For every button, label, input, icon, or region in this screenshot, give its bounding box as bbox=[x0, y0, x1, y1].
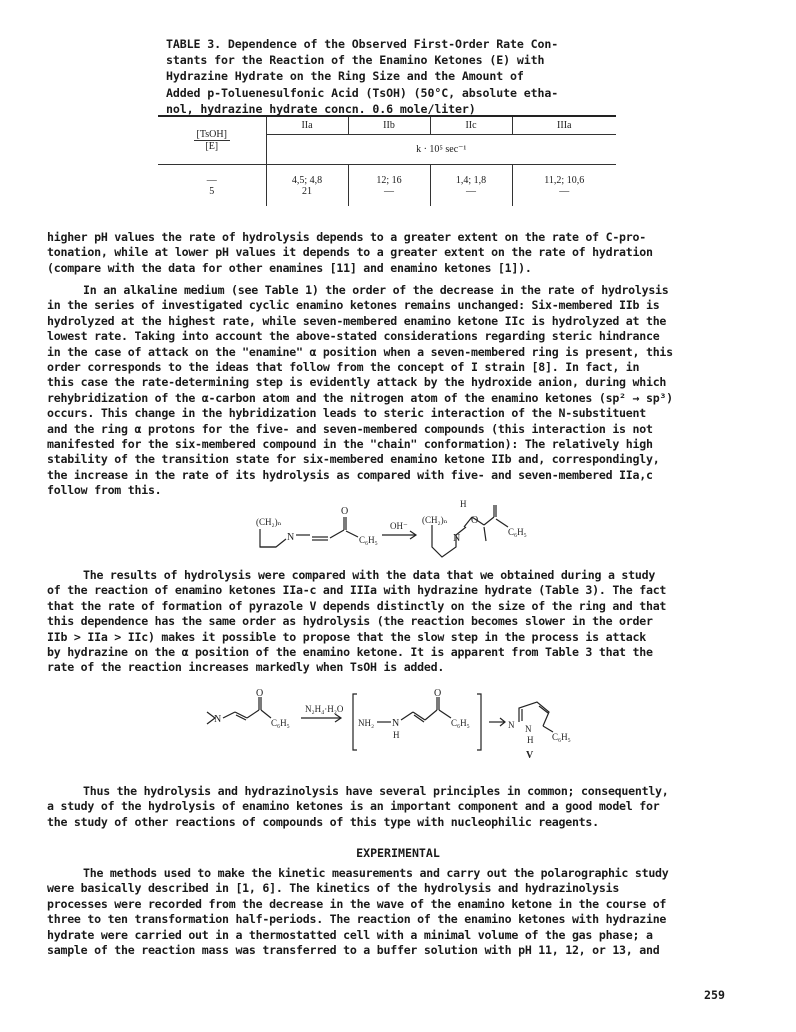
start-nitrogen: N bbox=[214, 714, 222, 725]
intermediate-oxygen: O bbox=[434, 688, 442, 699]
column-header: IIc bbox=[430, 117, 512, 134]
table-cell: 5 bbox=[158, 186, 266, 206]
pyrazole-hydrogen: H bbox=[527, 735, 534, 745]
start-phenyl: C₆H₅ bbox=[271, 718, 290, 728]
right-phenyl: C₆H₅ bbox=[508, 527, 527, 537]
text-line: of the reaction of enamino ketones IIa-c and IIIa with hydrazine hydrate (Table 3). The fact bbox=[47, 583, 667, 598]
table-cell: 4,5; 4,8 bbox=[266, 164, 348, 186]
text-line: rehybridization of the α-carbon atom and the nitrogen atom of the enamino ketones (sp² → sp³) bbox=[47, 390, 673, 405]
text-line: this dependence has the same order as hydrolysis (the reaction becomes slower in the order bbox=[47, 614, 653, 629]
paragraph bbox=[47, 283, 753, 499]
compound-label-v: V bbox=[526, 750, 534, 761]
pyrazole-nitrogen-1: N bbox=[508, 720, 515, 730]
table-cell: — bbox=[559, 185, 570, 197]
paragraph bbox=[47, 784, 753, 830]
intermediate-hydrogen: H bbox=[393, 730, 400, 740]
rate-constant-table bbox=[158, 115, 616, 206]
ratio-denominator: [E] bbox=[205, 140, 219, 152]
table-cell: — bbox=[348, 186, 430, 206]
hydrazine-reagent: N₂H₄·H₂O bbox=[305, 704, 344, 714]
text-line: IIb > IIa > IIc) makes it possible to propose that the slow step in the process is attack bbox=[47, 629, 646, 644]
text-line: the study of other reactions of compounds of this type with nucleophilic reagents. bbox=[47, 814, 599, 829]
right-ring-label: (CH₂)ₙ bbox=[422, 515, 448, 525]
table-cell: 12; 16 bbox=[348, 164, 430, 186]
text-line: follow from this. bbox=[47, 483, 162, 498]
pyrazole-nitrogen-2: N bbox=[525, 724, 532, 734]
paragraph bbox=[47, 230, 753, 276]
table-cell: 11,2; 10,6 bbox=[544, 174, 585, 186]
text-line: this case the rate-determining step is evidently attack by the hydroxide anion, during which bbox=[47, 375, 667, 390]
right-nitrogen: N bbox=[453, 533, 461, 544]
left-oxygen: O bbox=[341, 506, 349, 517]
text-line: and the ring α protons for the five- and seven-membered compounds (this interaction is not bbox=[47, 421, 653, 436]
hydrolysis-scheme bbox=[250, 495, 550, 565]
text-line: The methods used to make the kinetic measurements and carry out the polarographic study bbox=[83, 866, 669, 880]
text-line: The results of hydrolysis were compared with the data that we obtained during a study bbox=[83, 568, 656, 582]
left-phenyl: C₆H₅ bbox=[359, 535, 378, 545]
text-line: higher pH values the rate of hydrolysis depends to a greater extent on the rate of C-pro- bbox=[47, 230, 646, 244]
hydrazinolysis-scheme bbox=[205, 688, 595, 770]
text-line: tonation, while at lower pH values it depends to a greater extent on the rate of hydration bbox=[47, 245, 653, 260]
caption-line: Hydrazine Hydrate on the Ring Size and the Amount of bbox=[166, 69, 524, 84]
table-cell: — bbox=[158, 164, 266, 186]
pyrazole-phenyl: C₆H₅ bbox=[552, 732, 571, 742]
text-line: by hydrazine on the α position of the enamino ketone. It is apparent from Table 3 that the bbox=[47, 645, 653, 660]
text-line: Thus the hydrolysis and hydrazinolysis have several principles in common; consequently, bbox=[83, 784, 669, 798]
caption-line: stants for the Reaction of the Enamino Ketones (E) with bbox=[166, 53, 545, 68]
text-line: were basically described in [1, 6]. The kinetics of the hydrolysis and hydrazinolysis bbox=[47, 881, 620, 896]
text-line: lowest rate. Taking into account the above-stated considerations regarding steric hindrance bbox=[47, 329, 660, 344]
text-line: the increase in the rate of its hydrolysis as compared with five- and seven-membered IIa,c bbox=[47, 467, 653, 482]
right-hydrogen: H bbox=[460, 499, 467, 509]
caption-line: nol, hydrazine hydrate concn. 0.6 mole/liter) bbox=[166, 101, 476, 116]
right-oxygen: O bbox=[471, 515, 479, 526]
intermediate-phenyl: C₆H₅ bbox=[451, 718, 470, 728]
text-line: hydrate were carried out in a thermostatted cell with a minimal volume of the gas phase; a bbox=[47, 927, 653, 942]
caption-line: TABLE 3. Dependence of the Observed First-Order Rate Con- bbox=[166, 37, 559, 51]
page-number: 259 bbox=[704, 988, 725, 1002]
column-header: IIa bbox=[266, 117, 348, 134]
text-line: sample of the reaction mass was transferred to a buffer solution with pH 11, 12, or 13, and bbox=[47, 943, 660, 958]
ratio-numerator: [TsOH] bbox=[194, 129, 230, 141]
left-nitrogen: N bbox=[287, 532, 295, 543]
paragraph bbox=[47, 866, 753, 958]
units-header: k · 10⁵ sec⁻¹ bbox=[266, 134, 616, 164]
text-line: stability of the transition state for six-membered enamino ketone IIb and, correspondingly, bbox=[47, 452, 660, 467]
text-line: a study of the hydrolysis of enamino ketones is an important component and a good model for bbox=[47, 799, 660, 814]
text-line: (compare with the data for other enamines [11] and enamino ketones [1]). bbox=[47, 260, 532, 275]
hydroxide-reagent: OH⁻ bbox=[390, 521, 408, 531]
start-oxygen: O bbox=[256, 688, 264, 699]
column-header: IIIa bbox=[512, 117, 616, 134]
column-header: IIb bbox=[348, 117, 430, 134]
left-ring-label: (CH₂)ₙ bbox=[256, 517, 282, 527]
table-caption bbox=[166, 36, 606, 117]
intermediate-amine: NH₂ bbox=[358, 718, 375, 728]
text-line: manifested for the six-membered compound in the "chain" conformation): The relatively high bbox=[47, 437, 653, 452]
table-cell: 1,4; 1,8 bbox=[430, 164, 512, 186]
table-cell: — bbox=[430, 186, 512, 206]
paragraph bbox=[47, 568, 753, 676]
caption-line: Added p-Toluenesulfonic Acid (TsOH) (50°C, absolute etha- bbox=[166, 85, 559, 100]
text-line: processes were recorded from the decrease in the wave of the enamino ketone in the course of bbox=[47, 896, 667, 911]
text-line: three to ten transformation half-periods. The reaction of the enamino ketones with hydrazine bbox=[47, 912, 667, 927]
text-line: in the series of investigated cyclic enamino ketones remains unchanged: Six-membered IIb is bbox=[47, 298, 660, 313]
text-line: hydrolyzed at the highest rate, while seven-membered enamino ketone IIc is hydrolyzed at the bbox=[47, 313, 667, 328]
intermediate-nitrogen: N bbox=[392, 718, 400, 729]
ratio-header-cell bbox=[158, 117, 266, 164]
text-line: that the rate of formation of pyrazole V depends distinctly on the size of the ring and that bbox=[47, 598, 667, 613]
text-line: in the case of attack on the "enamine" α position when a seven-membered ring is present, this bbox=[47, 344, 673, 359]
table-cell: 21 bbox=[266, 186, 348, 206]
text-line: rate of the reaction increases markedly when TsOH is added. bbox=[47, 660, 445, 675]
section-heading: EXPERIMENTAL bbox=[356, 846, 440, 860]
text-line: occurs. This change in the hybridization leads to steric interaction of the N-substituent bbox=[47, 406, 646, 421]
text-line: In an alkaline medium (see Table 1) the order of the decrease in the rate of hydrolysis bbox=[83, 283, 669, 297]
text-line: order corresponds to the ideas that follow from the concept of I strain [8]. In fact, in bbox=[47, 360, 640, 375]
